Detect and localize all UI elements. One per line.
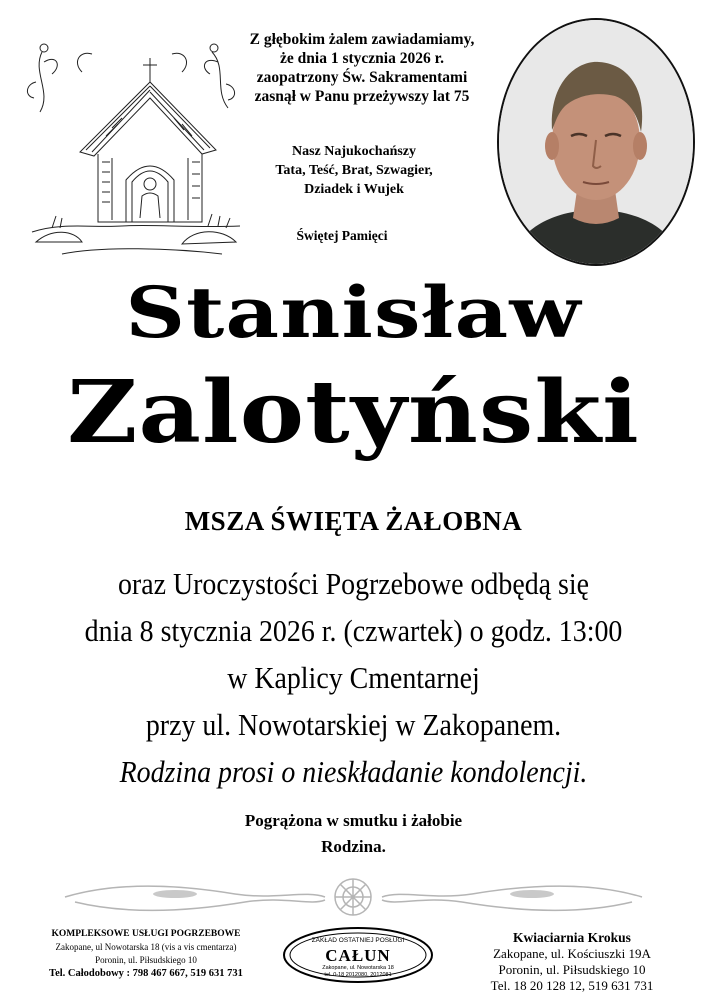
funeral-services-address: Zakopane, ul Nowotarska 18 (vis a vis cmentarza) bbox=[55, 942, 237, 952]
ceremony-details bbox=[35, 560, 671, 795]
announcement-line: zaopatrzony Św. Sakramentami bbox=[256, 69, 468, 86]
announcement-line: zasnął w Panu przeżywszy lat 75 bbox=[254, 88, 470, 105]
ceremony-line: dnia 8 stycznia 2026 r. (czwartek) o godz. 13:00 bbox=[84, 613, 623, 648]
florist-phone: Tel. 18 20 128 12, 519 631 731 bbox=[490, 978, 654, 993]
mourning-signature bbox=[0, 808, 707, 860]
funeral-services-address: Poronin, ul. Piłsudskiego 10 bbox=[95, 955, 197, 965]
deceased-last-name: Zalotyński bbox=[67, 362, 640, 463]
logo-name: CAŁUN bbox=[325, 946, 391, 965]
ornament-divider bbox=[55, 872, 652, 922]
funeral-services-info bbox=[12, 928, 280, 980]
deceased-first-name: Stanisław bbox=[125, 271, 582, 354]
florist-address: Zakopane, ul. Kościuszki 19A bbox=[493, 946, 651, 961]
calun-logo bbox=[280, 925, 436, 985]
relations-text bbox=[248, 142, 460, 199]
memory-label: Świętej Pamięci bbox=[296, 228, 388, 243]
ceremony-line: w Kaplicy Cmentarnej bbox=[227, 660, 480, 695]
logo-address: Zakopane, ul. Nowotarska 18 bbox=[322, 965, 394, 971]
relations-line: Dziadek i Wujek bbox=[304, 182, 404, 197]
announcement-text bbox=[230, 30, 494, 106]
mourning-line: Rodzina. bbox=[321, 837, 386, 856]
relations-line: Tata, Teść, Brat, Szwagier, bbox=[275, 163, 433, 178]
relations-line: Nasz Najukochańszy bbox=[291, 144, 417, 159]
florist-info bbox=[446, 930, 698, 994]
mourning-line: Pogrążona w smutku i żałobie bbox=[244, 811, 463, 830]
deceased-portrait bbox=[497, 18, 695, 266]
logo-top-text: ZAKŁAD OSTATNIEJ POSŁUGI bbox=[311, 937, 405, 944]
announcement-line: Z głębokim żalem zawiadamiamy, bbox=[249, 31, 475, 48]
mass-title: MSZA ŚWIĘTA ŻAŁOBNA bbox=[184, 506, 523, 536]
funeral-services-title: KOMPLEKSOWE USŁUGI POGRZEBOWE bbox=[51, 929, 241, 939]
funeral-services-phone: Tel. Całodobowy : 798 467 667, 519 631 731 bbox=[49, 968, 243, 979]
logo-phones: tel. 0-18 2012080, 2012081 bbox=[324, 972, 392, 978]
announcement-line: że dnia 1 stycznia 2026 r. bbox=[280, 50, 444, 67]
florist-address: Poronin, ul. Piłsudskiego 10 bbox=[498, 962, 646, 977]
florist-title: Kwiaciarnia Krokus bbox=[513, 930, 631, 945]
ceremony-line: oraz Uroczystości Pogrzebowe odbędą się bbox=[117, 566, 590, 601]
chapel-sketch bbox=[22, 32, 250, 260]
portrait-photo bbox=[499, 20, 693, 264]
condolence-request: Rodzina prosi o nieskładanie kondolencji. bbox=[119, 754, 588, 789]
ceremony-line: przy ul. Nowotarskiej w Zakopanem. bbox=[145, 707, 562, 742]
